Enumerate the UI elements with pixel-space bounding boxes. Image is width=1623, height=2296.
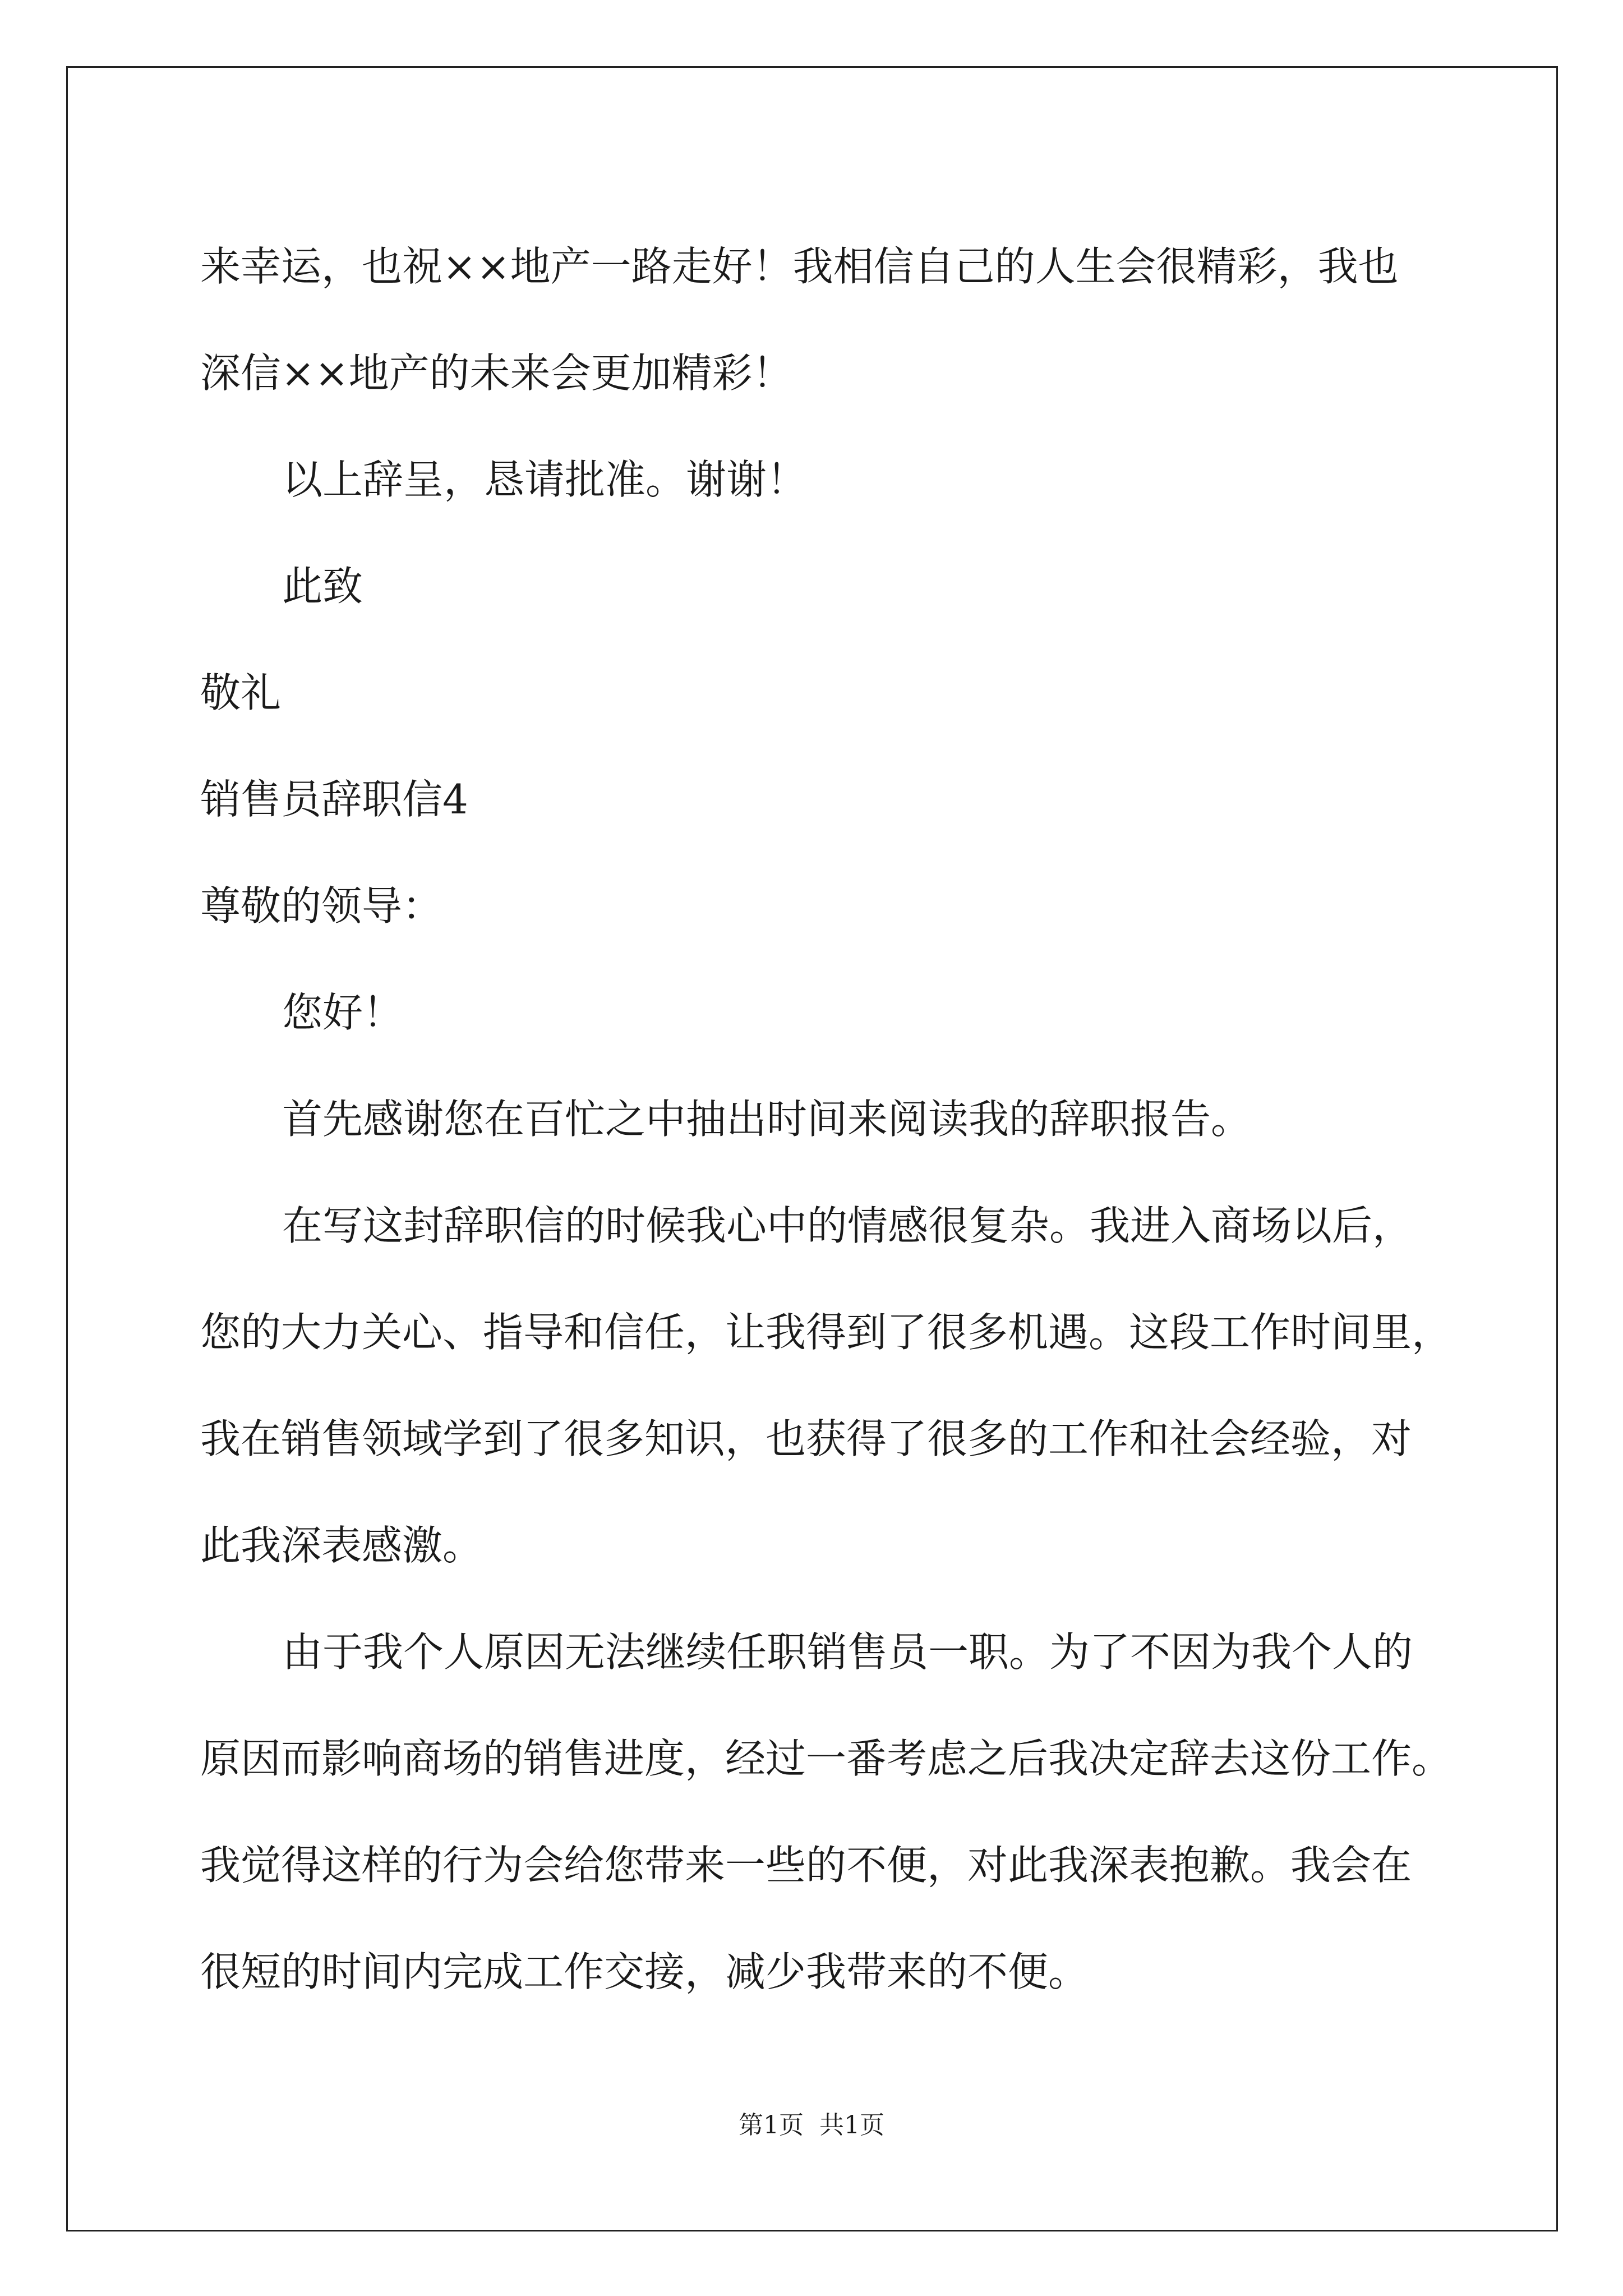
text-line: 很短的时间内完成工作交接，减少我带来的不便。 [200,1948,1089,1995]
text-line: 由于我个人原因无法继续任职销售员一职。为了不因为我个人的 [282,1628,1413,1676]
closing-regards: 敬礼 [200,669,282,716]
text-line: 此我深表感激。 [200,1522,483,1569]
page-footer: 第1页 共1页 [739,2111,884,2139]
text-line: 来幸运，也祝××地产一路走好！我相信自己的人生会很精彩，我也 [200,243,1399,290]
text-line: 首先感谢您在百忙之中抽出时间来阅读我的辞职报告。 [282,1096,1252,1143]
text-line: 我在销售领域学到了很多知识，也获得了很多的工作和社会经验，对 [200,1415,1412,1462]
text-line: 您的大力关心、指导和信任，让我得到了很多机遇。这段工作时间里， [200,1309,1453,1356]
text-line: 原因而影响商场的销售进度，经过一番考虑之后我决定辞去这份工作。 [200,1735,1453,1782]
greeting-recipient: 尊敬的领导： [200,882,443,930]
text-line: 在写这封辞职信的时候我心中的情感很复杂。我进入商场以后， [282,1202,1413,1249]
greeting: 您好！ [282,989,404,1036]
closing-salutation: 此致 [282,563,363,610]
text-line: 以上辞呈，恳请批准。谢谢！ [282,456,808,503]
text-line: 我觉得这样的行为会给您带来一些的不便，对此我深表抱歉。我会在 [200,1842,1412,1889]
section-title: 销售员辞职信4 [200,776,468,823]
document-body [200,213,1453,2025]
text-line: 深信××地产的未来会更加精彩！ [200,349,793,397]
